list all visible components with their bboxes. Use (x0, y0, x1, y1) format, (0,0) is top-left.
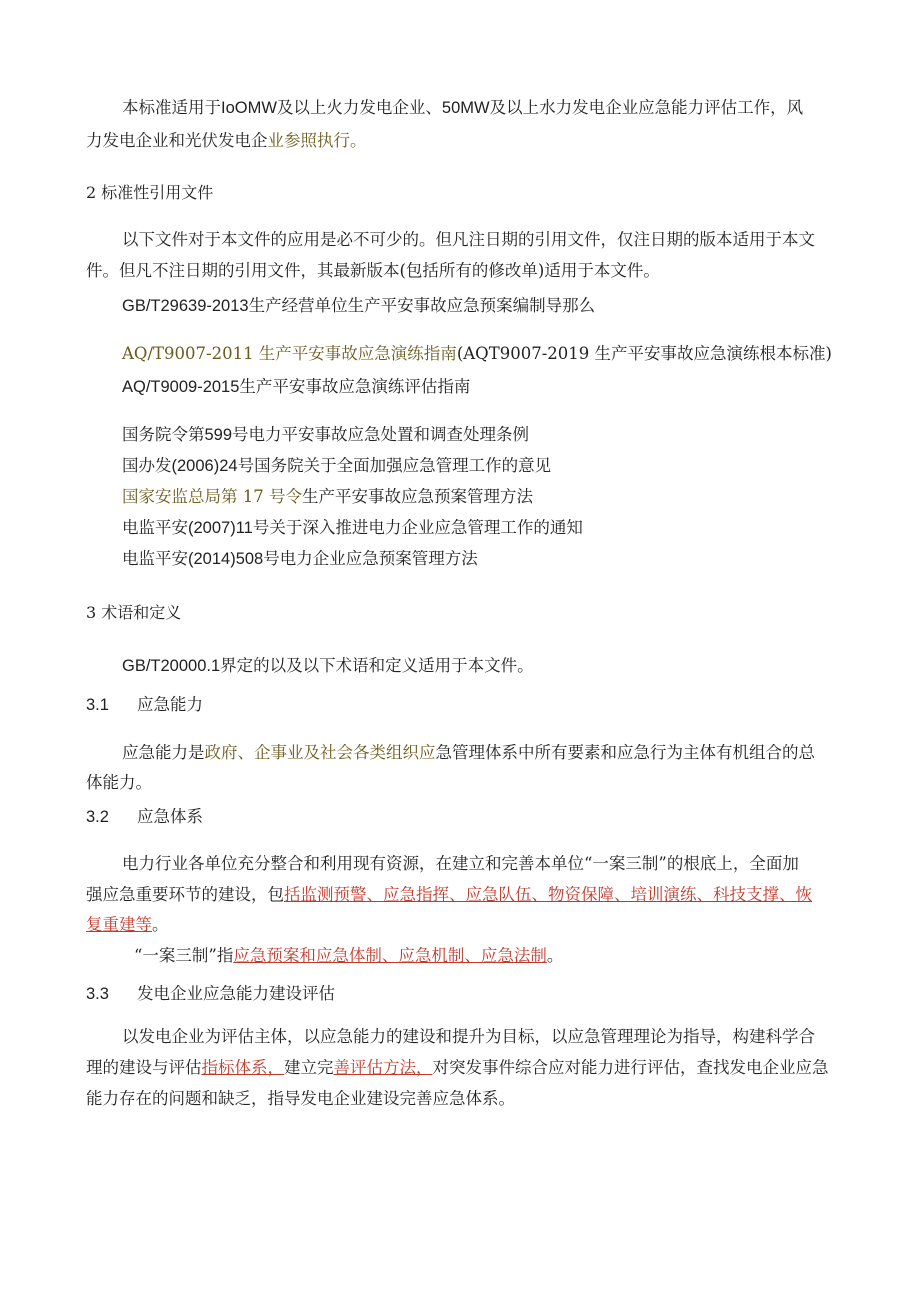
text: 电监平安 (122, 518, 188, 537)
term-3-3-line-1: 以发电企业为评估主体，以应急能力的建设和提升为目标，以应急管理理论为指导，构建科学合 (122, 1027, 815, 1046)
term-3-3-heading (86, 983, 335, 1005)
term-3-1-heading (86, 694, 203, 716)
text: 国办发 (122, 456, 172, 475)
section-2-para-line-2: 件。但凡不注日期的引用文件，其最新版本(包括所有的修改单)适用于本文件。 (86, 261, 660, 280)
text: 应急体系 (136, 807, 203, 826)
text: 指标体系， (201, 1058, 284, 1077)
text: (2006)24 (171, 457, 238, 475)
text: 。 (152, 915, 169, 934)
text: 号电力平安事故应急处置和调查处理条例 (232, 425, 530, 444)
term-3-2-line-3 (86, 914, 169, 936)
reference-4 (122, 424, 529, 446)
reference-2 (122, 343, 832, 365)
text: 应急能力是 (122, 743, 205, 762)
text: 强应急重要环节的建设，包 (86, 885, 284, 904)
text: IoOMW (221, 99, 277, 117)
text: 国家安监总局第 17 号令 (122, 487, 302, 506)
text: 应急预案和应急体制、应急机制、应急法制 (233, 946, 547, 965)
text: 业参照执行。 (267, 131, 367, 150)
reference-1 (122, 295, 595, 317)
text: 。 (546, 946, 564, 965)
text: 生产平安事故应急演练评估指南 (239, 377, 471, 396)
text: 及以上水力发电企业应急能力评估工作，风 (489, 98, 804, 117)
term-3-1-line-2: 体能力。 (86, 773, 152, 792)
term-3-1-line-1 (122, 742, 815, 764)
section-2-heading: 2 标准性引用文件 (86, 183, 214, 202)
text: 生产经营单位生产平安事故应急预案编制导那么 (248, 296, 596, 315)
term-3-2-line-2 (86, 884, 812, 906)
scope-line-2 (86, 130, 367, 152)
text: 复重建等 (86, 915, 152, 934)
text: “一案三制”指 (134, 946, 234, 965)
scope-line-1 (122, 97, 803, 119)
text: 急管理体系中所有要素和应急行为主体有机组合的总 (435, 743, 815, 762)
term-3-3-line-2 (86, 1057, 829, 1079)
text: 号国务院关于全面加强应急管理工作的意见 (237, 456, 552, 475)
term-3-3-line-3: 能力存在的问题和缺乏，指导发电企业建设完善应急体系。 (86, 1089, 515, 1108)
text: 3.3 (86, 985, 109, 1003)
reference-8 (122, 548, 478, 570)
text: 理的建设与评估 (86, 1058, 202, 1077)
text: 界定的以及以下术语和定义适用于本文件。 (220, 656, 534, 675)
reference-6 (122, 486, 533, 508)
text: (AQT9007-2019 生产平安事故应急演练根本标准) (456, 344, 832, 363)
text: 善评估方法， (333, 1058, 433, 1077)
section-3-intro (122, 655, 534, 677)
text: (2007)11 (188, 519, 253, 537)
term-3-2-line-1: 电力行业各单位充分整合和利用现有资源，在建立和完善本单位“一案三制”的根底上，全面加 (122, 854, 799, 873)
text: 力发电企业和光伏发电企 (86, 131, 268, 150)
text: 号电力企业应急预案管理方法 (263, 549, 478, 568)
text: 3.2 (86, 808, 109, 826)
text: 政府、企事业及社会各类组织应 (204, 743, 436, 762)
text: 本标准适用于 (122, 98, 221, 117)
text: 对突发事件综合应对能力进行评估，查找发电企业应急 (432, 1058, 829, 1077)
text: 及以上火力发电企业、 (276, 98, 442, 117)
reference-7 (122, 517, 583, 539)
text: 3.1 (86, 696, 109, 714)
text: 号关于深入推进电力企业应急管理工作的通知 (252, 518, 583, 537)
text: AQ/T9009-2015 (122, 378, 240, 396)
text: 括监测预警、应急指挥、应急队伍、物资保障、培训演练、科技支撑、恢 (284, 885, 812, 904)
text: 599 (204, 426, 233, 444)
text: 发电企业应急能力建设评估 (136, 984, 335, 1003)
text: 50MW (441, 99, 490, 117)
text: 生产平安事故应急预案管理方法 (302, 487, 533, 506)
term-3-2-heading (86, 806, 203, 828)
text: AQ/T9007-2011 生产平安事故应急演练指南 (122, 344, 457, 363)
term-3-2-line-4 (134, 945, 563, 967)
text: 国务院令第 (122, 425, 205, 444)
text: 建立完 (284, 1058, 334, 1077)
text: 应急能力 (136, 695, 203, 714)
text: GB/T29639-2013 (122, 297, 249, 315)
text: GB/T20000.1 (122, 657, 221, 675)
reference-3 (122, 376, 470, 398)
reference-5 (122, 455, 551, 477)
text: (2014)508 (188, 550, 264, 568)
text: 电监平安 (122, 549, 188, 568)
section-3-heading: 3 术语和定义 (86, 603, 182, 622)
section-2-para-line-1: 以下文件对于本文件的应用是必不可少的。但凡注日期的引用文件，仅注日期的版本适用于本文 (122, 230, 815, 249)
